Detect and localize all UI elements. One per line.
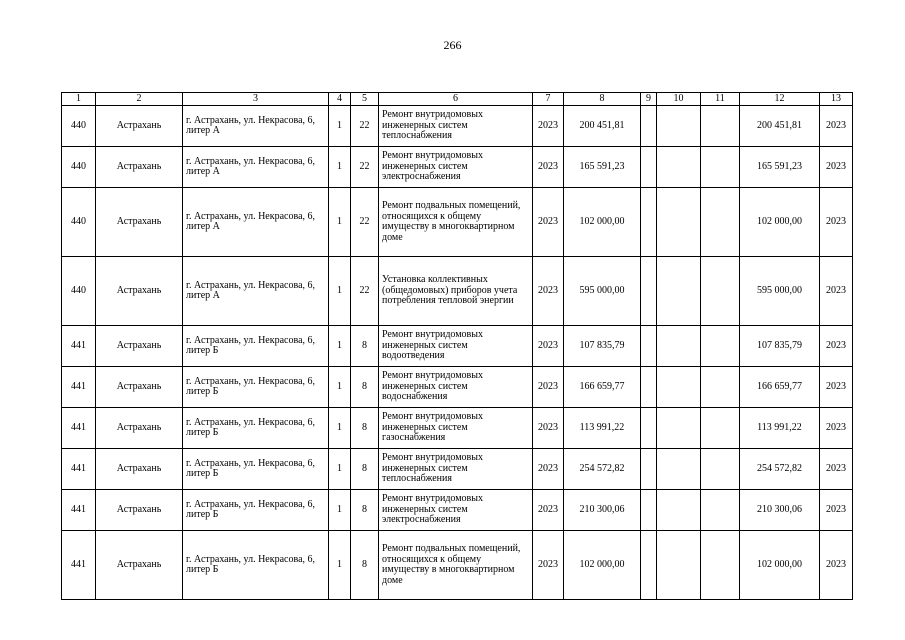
total-cost-cell: 595 000,00 (740, 257, 820, 326)
completion-year-cell: 2023 (820, 188, 853, 257)
work-type-cell: Ремонт внутридомовых инженерных систем теплоснабжения (379, 449, 533, 490)
col10-cell (657, 367, 701, 408)
year-cell: 2023 (533, 188, 564, 257)
table-row (62, 367, 853, 408)
col4-cell: 1 (329, 490, 351, 531)
table-row (62, 408, 853, 449)
city-cell: Астрахань (96, 257, 183, 326)
column-header-4: 4 (329, 93, 351, 106)
completion-year-cell: 2023 (820, 147, 853, 188)
table-row (62, 449, 853, 490)
col4-cell: 1 (329, 147, 351, 188)
col10-cell (657, 188, 701, 257)
row-number-cell: 440 (62, 188, 96, 257)
cost-cell: 595 000,00 (564, 257, 641, 326)
row-number-cell: 440 (62, 106, 96, 147)
completion-year-cell: 2023 (820, 490, 853, 531)
work-type-cell: Ремонт внутридомовых инженерных систем водоотведения (379, 326, 533, 367)
completion-year-cell: 2023 (820, 408, 853, 449)
col10-cell (657, 147, 701, 188)
address-cell: г. Астрахань, ул. Некрасова, 6, литер А (183, 106, 329, 147)
work-type-cell: Ремонт внутридомовых инженерных систем электроснабжения (379, 147, 533, 188)
completion-year-cell: 2023 (820, 326, 853, 367)
year-cell: 2023 (533, 326, 564, 367)
column-header-5: 5 (351, 93, 379, 106)
cost-cell: 113 991,22 (564, 408, 641, 449)
table-row (62, 188, 853, 257)
city-cell: Астрахань (96, 367, 183, 408)
column-header-9: 9 (641, 93, 657, 106)
cost-cell: 102 000,00 (564, 188, 641, 257)
col9-cell (641, 106, 657, 147)
table-header-row (62, 93, 853, 106)
completion-year-cell: 2023 (820, 531, 853, 600)
table-row (62, 147, 853, 188)
work-type-cell: Ремонт внутридомовых инженерных систем электроснабжения (379, 490, 533, 531)
cost-cell: 166 659,77 (564, 367, 641, 408)
address-cell: г. Астрахань, ул. Некрасова, 6, литер Б (183, 408, 329, 449)
row-number-cell: 441 (62, 449, 96, 490)
row-number-cell: 441 (62, 408, 96, 449)
address-cell: г. Астрахань, ул. Некрасова, 6, литер Б (183, 449, 329, 490)
col5-cell: 8 (351, 449, 379, 490)
col10-cell (657, 490, 701, 531)
column-header-13: 13 (820, 93, 853, 106)
year-cell: 2023 (533, 367, 564, 408)
total-cost-cell: 102 000,00 (740, 531, 820, 600)
col4-cell: 1 (329, 188, 351, 257)
col9-cell (641, 449, 657, 490)
city-cell: Астрахань (96, 531, 183, 600)
col4-cell: 1 (329, 326, 351, 367)
col11-cell (701, 490, 740, 531)
column-header-10: 10 (657, 93, 701, 106)
col11-cell (701, 188, 740, 257)
col5-cell: 8 (351, 490, 379, 531)
cost-cell: 165 591,23 (564, 147, 641, 188)
total-cost-cell: 107 835,79 (740, 326, 820, 367)
column-header-2: 2 (96, 93, 183, 106)
work-type-cell: Ремонт внутридомовых инженерных систем теплоснабжения (379, 106, 533, 147)
city-cell: Астрахань (96, 188, 183, 257)
completion-year-cell: 2023 (820, 106, 853, 147)
col9-cell (641, 257, 657, 326)
cost-cell: 107 835,79 (564, 326, 641, 367)
city-cell: Астрахань (96, 490, 183, 531)
column-header-3: 3 (183, 93, 329, 106)
col11-cell (701, 531, 740, 600)
col5-cell: 8 (351, 367, 379, 408)
table-row (62, 106, 853, 147)
row-number-cell: 440 (62, 147, 96, 188)
col11-cell (701, 449, 740, 490)
repair-schedule-table (61, 92, 853, 600)
address-cell: г. Астрахань, ул. Некрасова, 6, литер Б (183, 326, 329, 367)
address-cell: г. Астрахань, ул. Некрасова, 6, литер Б (183, 490, 329, 531)
address-cell: г. Астрахань, ул. Некрасова, 6, литер Б (183, 531, 329, 600)
row-number-cell: 441 (62, 531, 96, 600)
col9-cell (641, 326, 657, 367)
col5-cell: 22 (351, 147, 379, 188)
row-number-cell: 441 (62, 326, 96, 367)
completion-year-cell: 2023 (820, 449, 853, 490)
col10-cell (657, 449, 701, 490)
year-cell: 2023 (533, 531, 564, 600)
year-cell: 2023 (533, 257, 564, 326)
total-cost-cell: 166 659,77 (740, 367, 820, 408)
column-header-12: 12 (740, 93, 820, 106)
col11-cell (701, 326, 740, 367)
year-cell: 2023 (533, 106, 564, 147)
cost-cell: 200 451,81 (564, 106, 641, 147)
row-number-cell: 441 (62, 490, 96, 531)
col11-cell (701, 367, 740, 408)
col4-cell: 1 (329, 449, 351, 490)
table-row (62, 257, 853, 326)
col11-cell (701, 147, 740, 188)
column-header-8: 8 (564, 93, 641, 106)
col11-cell (701, 106, 740, 147)
city-cell: Астрахань (96, 449, 183, 490)
work-type-cell: Установка коллективных (общедомовых) приборов учета потребления тепловой энергии (379, 257, 533, 326)
total-cost-cell: 254 572,82 (740, 449, 820, 490)
year-cell: 2023 (533, 147, 564, 188)
table-body (62, 106, 853, 600)
column-header-6: 6 (379, 93, 533, 106)
col5-cell: 22 (351, 257, 379, 326)
column-header-7: 7 (533, 93, 564, 106)
col9-cell (641, 490, 657, 531)
page-number: 266 (443, 38, 462, 52)
col9-cell (641, 531, 657, 600)
city-cell: Астрахань (96, 408, 183, 449)
table-row (62, 531, 853, 600)
completion-year-cell: 2023 (820, 367, 853, 408)
table-row (62, 490, 853, 531)
completion-year-cell: 2023 (820, 257, 853, 326)
total-cost-cell: 102 000,00 (740, 188, 820, 257)
address-cell: г. Астрахань, ул. Некрасова, 6, литер А (183, 257, 329, 326)
col9-cell (641, 147, 657, 188)
total-cost-cell: 210 300,06 (740, 490, 820, 531)
col9-cell (641, 408, 657, 449)
row-number-cell: 441 (62, 367, 96, 408)
cost-cell: 254 572,82 (564, 449, 641, 490)
work-type-cell: Ремонт внутридомовых инженерных систем газоснабжения (379, 408, 533, 449)
address-cell: г. Астрахань, ул. Некрасова, 6, литер А (183, 188, 329, 257)
cost-cell: 210 300,06 (564, 490, 641, 531)
col4-cell: 1 (329, 257, 351, 326)
col10-cell (657, 531, 701, 600)
address-cell: г. Астрахань, ул. Некрасова, 6, литер А (183, 147, 329, 188)
col4-cell: 1 (329, 106, 351, 147)
col4-cell: 1 (329, 367, 351, 408)
city-cell: Астрахань (96, 147, 183, 188)
city-cell: Астрахань (96, 326, 183, 367)
total-cost-cell: 200 451,81 (740, 106, 820, 147)
col4-cell: 1 (329, 531, 351, 600)
col10-cell (657, 326, 701, 367)
year-cell: 2023 (533, 490, 564, 531)
year-cell: 2023 (533, 408, 564, 449)
col9-cell (641, 188, 657, 257)
cost-cell: 102 000,00 (564, 531, 641, 600)
total-cost-cell: 165 591,23 (740, 147, 820, 188)
col9-cell (641, 367, 657, 408)
work-type-cell: Ремонт подвальных помещений, относящихся к общему имуществу в многоквартирном доме (379, 531, 533, 600)
column-header-1: 1 (62, 93, 96, 106)
work-type-cell: Ремонт внутридомовых инженерных систем водоснабжения (379, 367, 533, 408)
table-row (62, 326, 853, 367)
col10-cell (657, 408, 701, 449)
year-cell: 2023 (533, 449, 564, 490)
address-cell: г. Астрахань, ул. Некрасова, 6, литер Б (183, 367, 329, 408)
col5-cell: 8 (351, 531, 379, 600)
col5-cell: 8 (351, 408, 379, 449)
col5-cell: 22 (351, 188, 379, 257)
row-number-cell: 440 (62, 257, 96, 326)
column-header-11: 11 (701, 93, 740, 106)
col10-cell (657, 257, 701, 326)
col4-cell: 1 (329, 408, 351, 449)
work-type-cell: Ремонт подвальных помещений, относящихся к общему имуществу в многоквартирном доме (379, 188, 533, 257)
city-cell: Астрахань (96, 106, 183, 147)
total-cost-cell: 113 991,22 (740, 408, 820, 449)
col11-cell (701, 408, 740, 449)
col10-cell (657, 106, 701, 147)
col5-cell: 22 (351, 106, 379, 147)
col5-cell: 8 (351, 326, 379, 367)
col11-cell (701, 257, 740, 326)
